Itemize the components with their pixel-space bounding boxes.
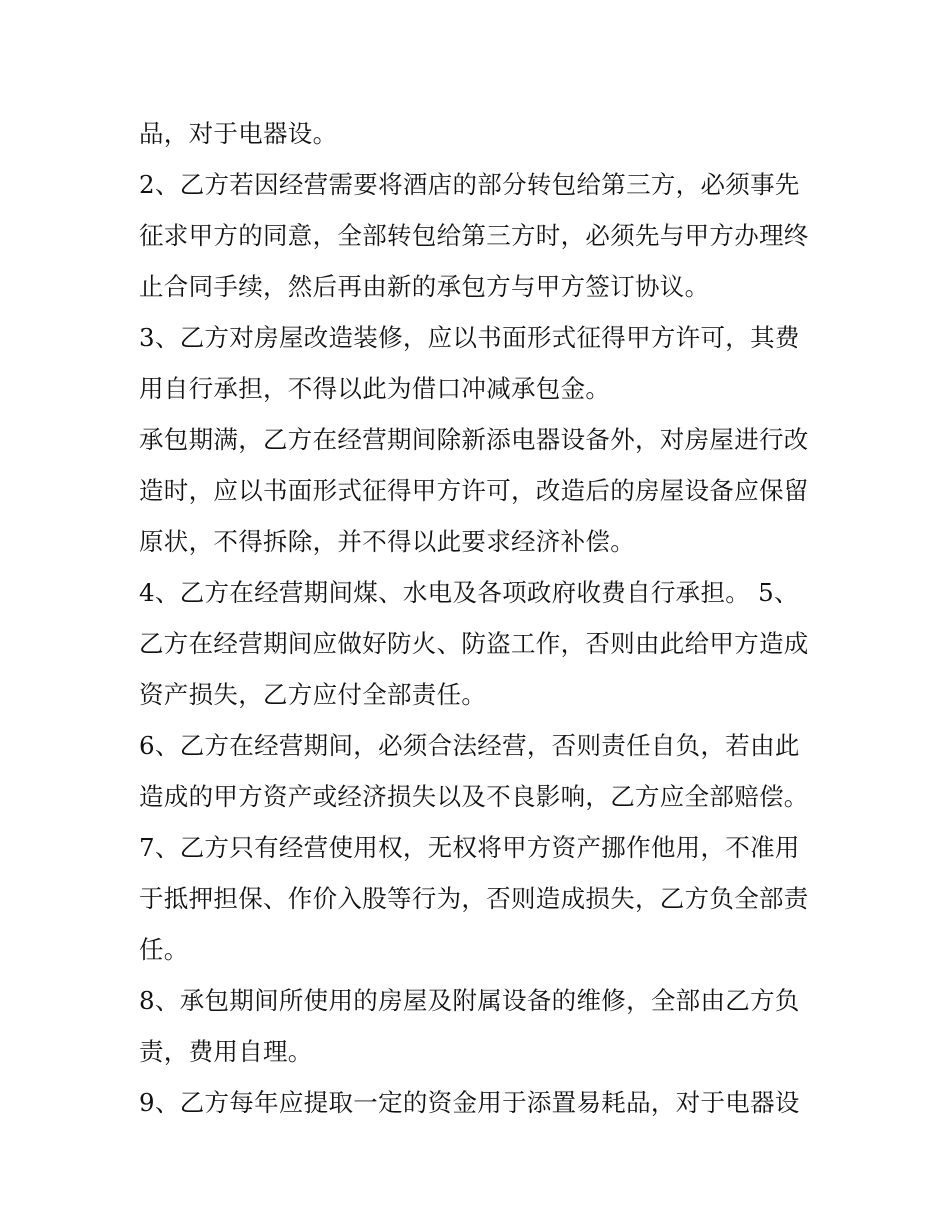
text-line-19: 责，费用自理。 — [139, 1037, 313, 1066]
text-line-15: 7、乙方只有经营使用权，无权将甲方资产挪作他用，不准用 — [139, 833, 800, 862]
text-line-2: 2、乙方若因经营需要将酒店的部分转包给第三方，必须事先 — [139, 170, 800, 199]
text-line-16: 于抵押担保、作价入股等行为，否则造成损失，乙方负全部责 — [139, 884, 809, 913]
text-line-7: 承包期满，乙方在经营期间除新添电器设备外，对房屋进行改 — [139, 425, 809, 454]
text-line-9: 原状，不得拆除，并不得以此要求经济补偿。 — [139, 527, 635, 556]
text-line-13: 6、乙方在经营期间，必须合法经营，否则责任自负，若由此 — [139, 731, 800, 760]
text-line-4: 止合同手续，然后再由新的承包方与甲方签订协议。 — [139, 272, 710, 301]
document-body — [139, 108, 819, 1128]
text-line-11: 乙方在经营期间应做好防火、防盗工作，否则由此给甲方造成 — [139, 629, 809, 658]
text-line-3: 征求甲方的同意，全部转包给第三方时，必须先与甲方办理终 — [139, 221, 809, 250]
text-line-5: 3、乙方对房屋改造装修，应以书面形式征得甲方许可，其费 — [139, 323, 800, 352]
text-line-1: 品，对于电器设。 — [139, 119, 338, 148]
text-line-12: 资产损失，乙方应付全部责任。 — [139, 680, 487, 709]
text-line-20: 9、乙方每年应提取一定的资金用于添置易耗品，对于电器设 — [139, 1088, 800, 1117]
text-line-6: 用自行承担，不得以此为借口冲减承包金。 — [139, 374, 611, 403]
text-line-10: 4、乙方在经营期间煤、水电及各项政府收费自行承担。 5、 — [139, 578, 799, 607]
text-line-18: 8、承包期间所使用的房屋及附属设备的维修，全部由乙方负 — [139, 986, 800, 1015]
text-line-8: 造时，应以书面形式征得甲方许可，改造后的房屋设备应保留 — [139, 476, 809, 505]
text-line-14: 造成的甲方资产或经济损失以及不良影响，乙方应全部赔偿。 — [139, 782, 809, 811]
text-line-17: 任。 — [139, 935, 189, 964]
